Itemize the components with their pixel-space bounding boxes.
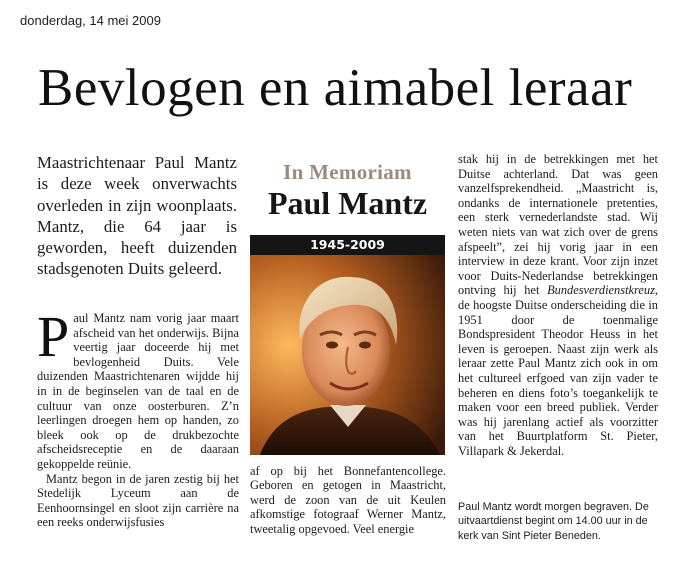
in-memoriam-box [250,152,445,455]
headline: Bevlogen en aimabel leraar [38,59,633,117]
portrait-photo [250,255,445,455]
body-column-left [37,304,239,530]
body-column-middle: af op bij het Bonnefantencollege. Geboren en getogen in Maastricht, werd de zoon van de uit Keulen afkomstige fotograaf Werner Mantz, tweetalig opgevoed. Veel energie [250,464,446,536]
memoriam-years: 1945-2009 [250,235,445,255]
memoriam-header [250,152,445,235]
funeral-notice: Paul Mantz wordt morgen begraven. De uitvaartdienst begint om 14.00 uur in de kerk van Sint Pieter Beneden. [458,501,649,542]
memoriam-title: In Memoriam [283,160,412,184]
portrait-illustration [250,255,445,455]
paragraph-1 [37,304,239,472]
award-name: Bundesverdienstkreuz [547,283,655,298]
memoriam-name: Paul Mantz [267,185,428,221]
paragraph-1-text: aul Mantz nam vorig jaar maart afscheid van het onderwijs. Bijna veertig jaar doceerde hij met bevlogenheid Duits. Vele duizenden Maastrichtenaren wijdde hij in in de beginselen van de taal en de cultuur van onze oosterburen. Z’n leerlingen droegen hem op handen, zo bleek ook op de drukbezochte afscheidsreceptie en de daaraan gekoppelde reünie. [37,311,239,471]
lead-paragraph: Maastrichtenaar Paul Mantz is deze week onverwachts overleden in zijn woonplaats. Mantz, die 64 jaar is geworden, heeft duizenden stadsgenoten Duits geleerd. [37,153,237,279]
drop-cap: P [37,304,70,369]
paragraph-2: Mantz begon in de jaren zestig bij het Stedelijk Lyceum aan de Eenhoornsingel en sloot zijn carrière na een reeks onderwijsfusies [37,471,239,530]
right-text-part-1: stak hij in de betrekkingen met het Duitse achterland. Dat was geen vanzelfsprekendheid. „Maastricht is, ondanks de internationele pretenties, een sterk vernederlandste stad. Wij weten niets van wat zich over de grens afspeelt”, zei hij vorig jaar in een interview in deze krant. Voor zijn inzet voor Duits-Nederlandse betrekkingen ontving hij het [458,152,658,298]
right-text-part-2: , de hoogste Duitse onderscheiding die in 1951 door de toenmalige Bondspresident Theodor Heuss in het leven is geroepen. Naast zijn werk als leraar zette Paul Mantz zich ook in om het cultureel erfgoed van zijn vader te beheren en diens foto’s toegankelijk te maken voor een breed publiek. Verder was hij jarenlang actief als voorzitter van het Buurtplatform St. Pieter, Villapark & Jekerdal. [458,283,658,458]
body-column-right [458,152,658,458]
dateline: donderdag, 14 mei 2009 [20,13,161,28]
